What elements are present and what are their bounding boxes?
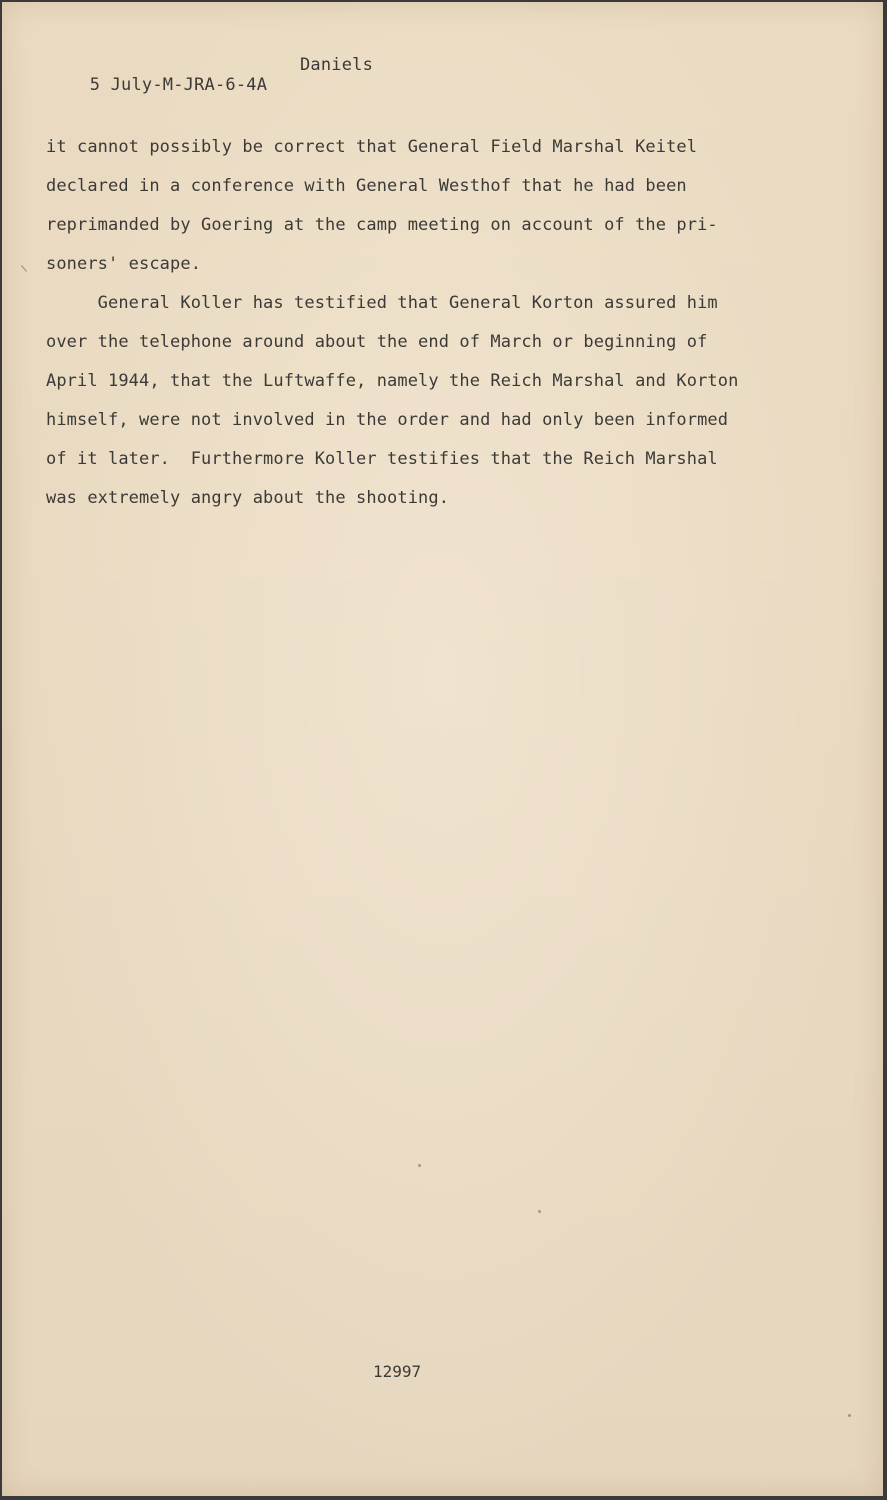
document-reference: 5 July-M-JRA-6-4A: [89, 75, 268, 95]
document-header: [48, 55, 374, 135]
body-line: declared in a conference with General Westhof that he had been: [46, 176, 687, 196]
body-line: General Koller has testified that General Korton assured him: [46, 293, 718, 313]
body-line: reprimanded by Goering at the camp meeting on account of the pri-: [46, 215, 718, 235]
body-line: it cannot possibly be correct that General Field Marshal Keitel: [46, 137, 698, 157]
body-line: of it later. Furthermore Koller testifies that the Reich Marshal: [46, 449, 718, 469]
speaker-name: Daniels: [300, 55, 374, 75]
body-line: himself, were not involved in the order and had only been informed: [46, 410, 729, 430]
paper-speck: [418, 1164, 421, 1167]
paper-speck: [538, 1210, 541, 1213]
body-line: over the telephone around about the end of March or beginning of: [46, 332, 708, 352]
page-number: 12997: [373, 1362, 422, 1381]
body-line: was extremely angry about the shooting.: [46, 488, 450, 508]
paper-speck: [848, 1414, 851, 1417]
body-line: soners' escape.: [46, 254, 202, 274]
margin-mark: [21, 265, 27, 272]
document-page: [2, 2, 883, 1496]
document-body: [46, 128, 836, 518]
body-line: April 1944, that the Luftwaffe, namely the Reich Marshal and Korton: [46, 371, 739, 391]
